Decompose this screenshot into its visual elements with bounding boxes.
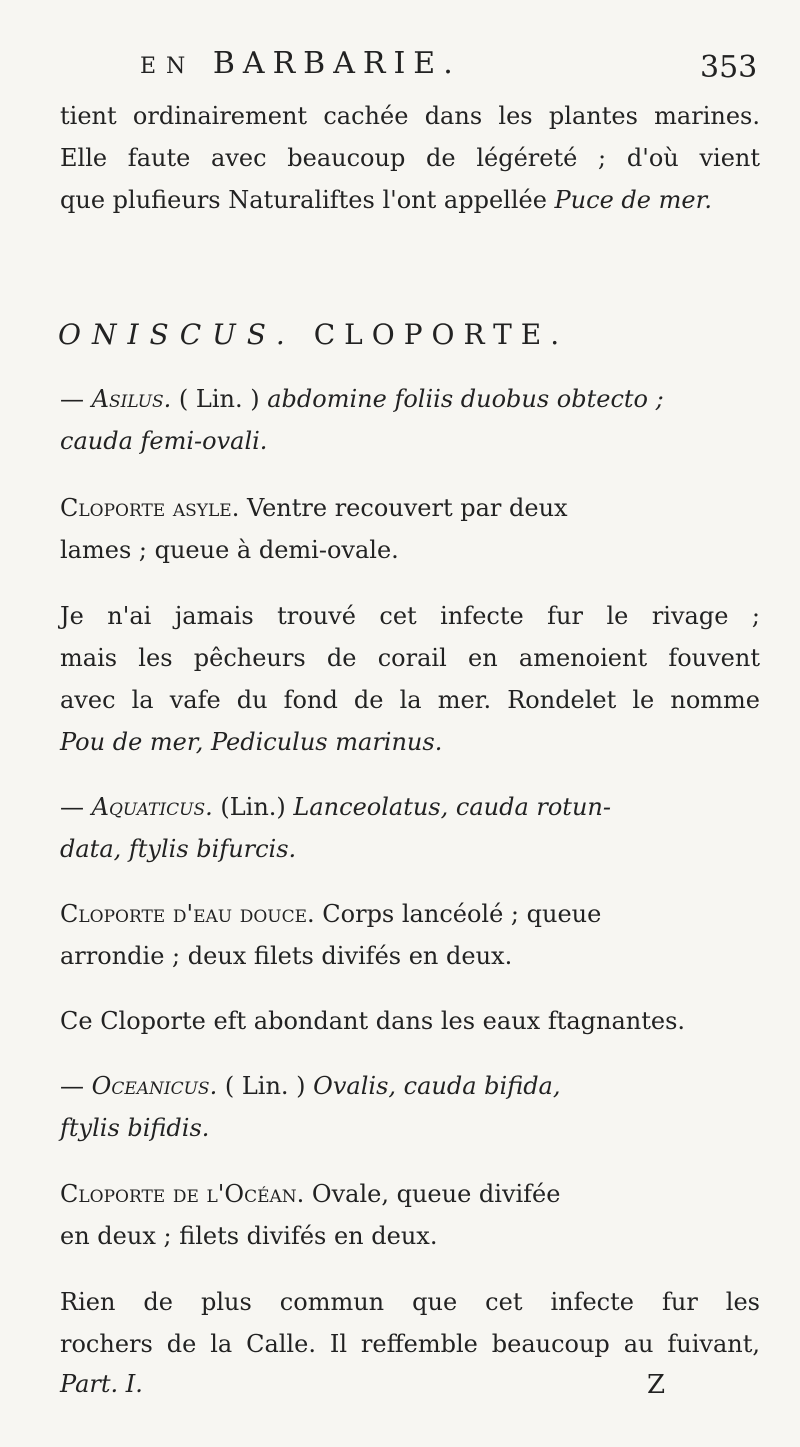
species-name: Asilus. (91, 385, 172, 413)
latin-description: Ovalis, cauda bifida, (313, 1072, 561, 1100)
italic-term: Puce de mer. (554, 186, 713, 214)
latin-description: cauda femi-ovali. (60, 427, 268, 455)
text-line: avec la vafe du fond de la mer. Rondelet le nomme (60, 686, 760, 714)
text-span: que plufieurs Naturaliftes l'ont appellée (60, 186, 555, 214)
latin-description: abdomine foliis duobus obtecto ; (267, 385, 664, 413)
running-header (0, 46, 800, 86)
latin-description: data, ftylis bifurcis. (60, 835, 297, 863)
species-reference: ( Lin. ) (217, 1072, 314, 1100)
dash: — (60, 793, 92, 821)
latin-description: ftylis bifidis. (60, 1114, 210, 1142)
species-heading (60, 383, 760, 415)
text-line: arrondie ; deux filets divifés en deux. (60, 942, 513, 970)
running-title-prefix: EN (140, 54, 196, 79)
species-heading (60, 791, 760, 823)
running-title (140, 46, 461, 81)
species-heading (60, 1070, 760, 1102)
species-name: Aquaticus. (91, 793, 213, 821)
signature-mark: Z (647, 1370, 666, 1400)
text-line: Ce Cloporte eft abondant dans les eaux ftagnantes. (60, 1007, 686, 1035)
text-span: Ventre recouvert par deux (239, 494, 568, 522)
text-line: Je n'ai jamais trouvé cet infecte fur le rivage ; (60, 602, 760, 630)
species-reference: ( Lin. ) (171, 385, 268, 413)
section-title (58, 318, 568, 351)
french-description (60, 1178, 760, 1210)
section-title-french: CLOPORTE. (313, 318, 569, 351)
french-name: Cloporte de l'Océan. (60, 1180, 305, 1208)
part-marker: Part. I. (60, 1370, 143, 1398)
text-span: Ovale, queue divifée (304, 1180, 561, 1208)
page-number: 353 (700, 50, 758, 85)
text-span: Corps lancéolé ; queue (314, 900, 602, 928)
french-name: Cloporte d'eau douce. (60, 900, 315, 928)
section-title-latin: ONISCUS. (58, 318, 296, 351)
french-description (60, 492, 760, 524)
latin-description: Lanceolatus, cauda rotun- (293, 793, 611, 821)
text-line: rochers de la Calle. Il reffemble beaucoup au fuivant, (60, 1330, 760, 1358)
species-reference: (Lin.) (212, 793, 294, 821)
species-name: Oceanicus. (91, 1072, 218, 1100)
text-line: mais les pêcheurs de corail en amenoient fouvent (60, 644, 760, 672)
french-name: Cloporte asyle. (60, 494, 240, 522)
french-description (60, 898, 760, 930)
text-line: tient ordinairement cachée dans les plantes marines. (60, 102, 760, 130)
text-line: Elle faute avec beaucoup de légéreté ; d'où vient (60, 144, 760, 172)
text-line (60, 184, 760, 216)
dash: — (60, 1072, 92, 1100)
text-line: lames ; queue à demi-ovale. (60, 536, 399, 564)
running-title-main: BARBARIE. (212, 46, 461, 81)
text-line: Pou de mer, Pediculus marinus. (60, 728, 443, 756)
text-line: en deux ; filets divifés en deux. (60, 1222, 438, 1250)
dash: — (60, 385, 92, 413)
text-line: Rien de plus commun que cet infecte fur les (60, 1288, 760, 1316)
